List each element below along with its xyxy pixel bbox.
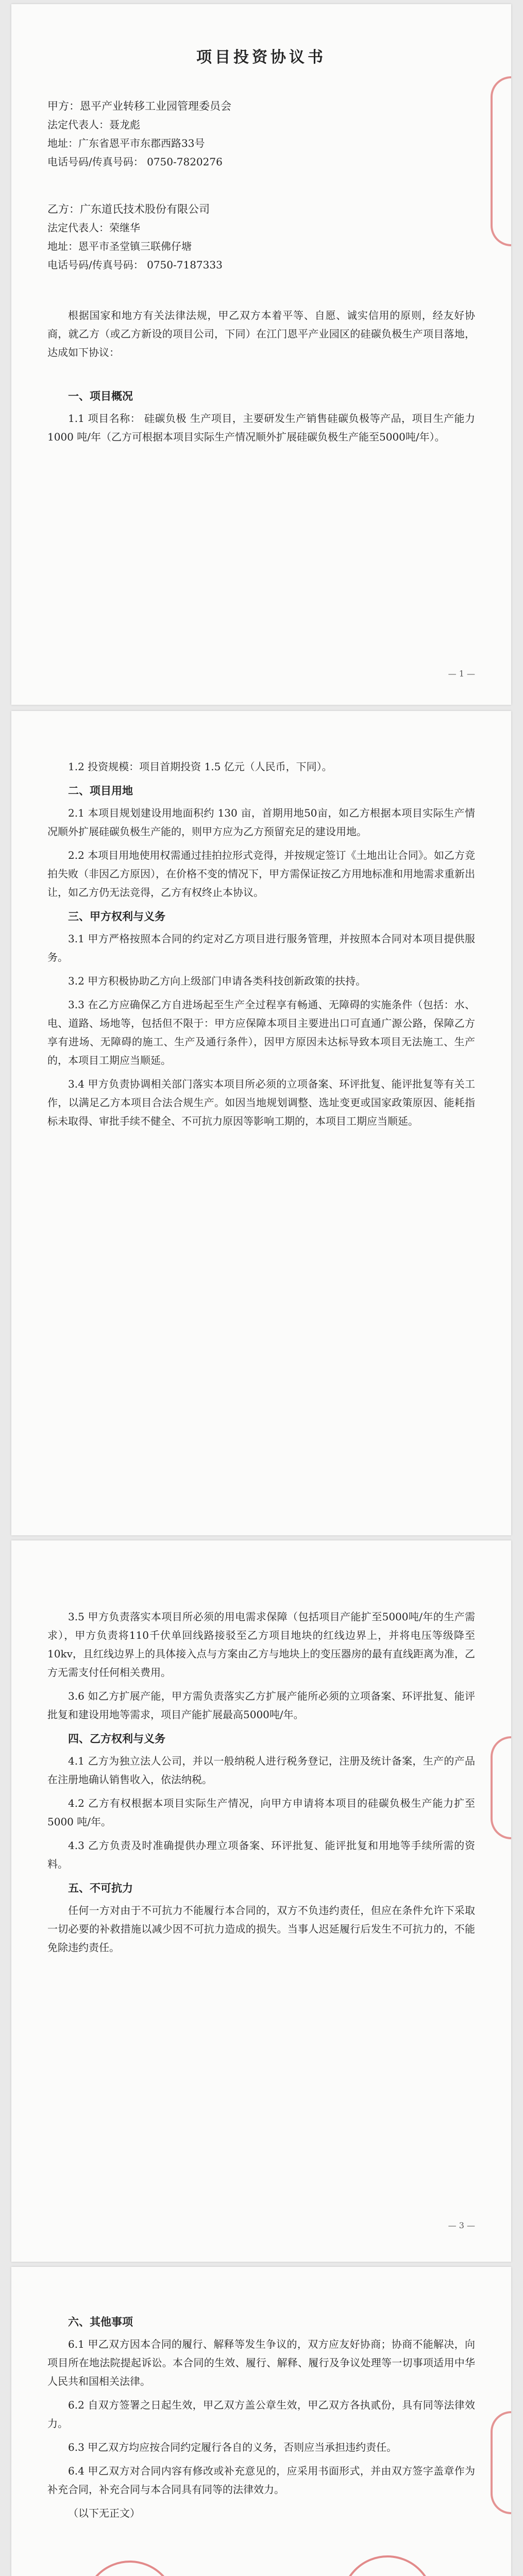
- section-5-heading: 五、不可抗力: [68, 1882, 133, 1894]
- page-3: [11, 1540, 511, 2262]
- party-a-representative: 法定代表人：聂龙彪: [47, 118, 140, 131]
- seam-seal: [491, 76, 511, 246]
- clause-3-5: 3.5 甲方负责落实本项目所必须的用电需求保障（包括项目产能扩至5000吨/年的生产需求），甲方负责将110千伏单回线路接驳至乙方项目地块的红线边界上，并将电压等级降至10kv，且红线边界上的具体接入点与方案由乙方与地块上的变压器房的最有直线距离为准，乙方无需支付任何相关费用。: [47, 1611, 475, 1679]
- clause-3-1: 3.1 甲方严格按照本合同的约定对乙方项目进行服务管理，并按照本合同对本项目提供服务。: [47, 933, 475, 963]
- page-number-3: — 3 —: [448, 2221, 475, 2230]
- document-title: 项目投资协议书: [196, 48, 326, 66]
- clause-1-1: 1.1 项目名称： 硅碳负极 生产项目，主要研发生产销售硅碳负极等产品，项目生产能力 1000 吨/年（乙方可根据本项目实际生产情况顺外扩展硅碳负极生产能至5000吨/年）。: [47, 412, 475, 443]
- page-2: [11, 711, 511, 1535]
- party-b-block: [47, 201, 475, 273]
- section-1-heading: 一、项目概况: [68, 389, 133, 402]
- party-a-address: 地址：广东省恩平市东郡西路33号: [47, 137, 205, 149]
- clause-3-4: 3.4 甲方负责协调相关部门落实本项目所必须的立项备案、环评批复、能评批复等有关工作，以满足乙方本项目合法合规生产。如因当地规划调整、选址变更或国家政策原因、能耗指标未取得、审批手续不健全、不可抗力原因等影响工期的，本项目工期应当顺延。: [47, 1078, 475, 1127]
- party-a-block: [47, 98, 475, 170]
- section-6-heading: 六、其他事项: [68, 2315, 133, 2328]
- clause-6-4: 6.4 甲乙双方对合同内容有修改或补充意见的，应采用书面形式，并由双方签字盖章作为补充合同，补充合同与本合同具有同等的法律效力。: [47, 2465, 475, 2496]
- clause-4-1: 4.1 乙方为独立法人公司，并以一般纳税人进行税务登记，注册及统计备案，生产的产品在注册地确认销售收入，依法纳税。: [47, 1755, 475, 1786]
- page-1: [11, 4, 511, 705]
- party-b-representative: 法定代表人：荣继华: [47, 222, 140, 234]
- page-number-1: — 1 —: [448, 669, 475, 679]
- section-3-heading: 三、甲方权利与义务: [68, 910, 165, 923]
- seam-seal: [491, 2411, 511, 2514]
- clause-3-2: 3.2 甲方积极协助乙方向上级部门申请各类科技创新政策的扶持。: [68, 975, 366, 987]
- party-b-seal: [341, 2555, 434, 2576]
- star-icon: [86, 2563, 174, 2576]
- clause-4-2: 4.2 乙方有权根据本项目实际生产情况，向甲方申请将本项目的硅碳负极生产能力扩至 5000 吨/年。: [47, 1797, 475, 1828]
- party-b-name: 乙方：广东道氏技术股份有限公司: [47, 203, 210, 215]
- clause-6-1: 6.1 甲乙双方因本合同的履行、解释等发生争议的，双方应友好协商；协商不能解决，向项目所在地法院提起诉讼。本合同的生效、履行、解释、履行及争议处理等一切事项适用中华人民共和国相关法律。: [47, 2338, 475, 2387]
- clause-1-2: 1.2 投资规模：项目首期投资 1.5 亿元（人民币，下同）。: [68, 760, 332, 773]
- clause-6-3: 6.3 甲乙双方均应按合同约定履行各自的义务，否则应当承担违约责任。: [68, 2441, 397, 2453]
- seam-seal: [491, 1736, 511, 1839]
- party-a-phone: 电话号码/传真号码： 0750-7820276: [47, 156, 223, 168]
- intro-paragraph: 根据国家和地方有关法律法规，甲乙双方本着平等、自愿、诚实信用的原则，经友好协商，就乙方（或乙方新设的项目公司，下同）在江门恩平产业园区的硅碳负极生产项目落地，达成如下协议：: [47, 309, 475, 359]
- section-4-heading: 四、乙方权利与义务: [68, 1732, 165, 1745]
- clause-2-2: 2.2 本项目用地使用权需通过挂拍拉形式竞得，并按规定签订《土地出让合同》。如乙方竞拍失败（非因乙方原因），在价格不变的情况下，甲方需保证按乙方用地标准和用地需求重新出让，如乙方仍无法竞得，乙方有权终止本协议。: [47, 849, 475, 899]
- clause-3-3: 3.3 在乙方应确保乙方自进场起至生产全过程享有畅通、无障碍的实施条件（包括：水、电、道路、场地等，包括但不限于：甲方应保障本项目主要进出口可直通广源公路，保障乙方享有进场、无障碍的施工、生产及通行条件），因甲方原因未达标导致本项目无法施工、生产的，本项目工期应当顺延。: [47, 998, 475, 1066]
- party-b-phone: 电话号码/传真号码： 0750-7187333: [47, 259, 223, 271]
- page-4: [11, 2267, 511, 2576]
- section-2-heading: 二、项目用地: [68, 784, 133, 797]
- clause-2-1: 2.1 本项目规划建设用地面积约 130 亩，首期用地50亩，如乙方根据本项目实际生产情况顺外扩展硅碳负极生产能的，则甲方应为乙方预留充足的建设用地。: [47, 807, 475, 838]
- star-icon: [343, 2557, 432, 2576]
- clause-5-body: 任何一方对由于不可抗力不能履行本合同的，双方不负违约责任，但应在条件允许下采取一切必要的补救措施以减少因不可抗力造成的损失。当事人迟延履行后发生不可抗力的，不能免除违约责任。: [47, 1904, 475, 1954]
- end-note: （以下无正文）: [68, 2507, 140, 2519]
- clause-6-2: 6.2 自双方签署之日起生效，甲乙双方盖公章生效，甲乙双方各执贰份，具有同等法律效力。: [47, 2399, 475, 2430]
- clause-4-3: 4.3 乙方负责及时准确提供办理立项备案、环评批复、能评批复和用地等手续所需的资料。: [47, 1839, 475, 1870]
- party-a-seal: [83, 2561, 176, 2576]
- party-b-address: 地址：恩平市圣堂镇三联佛仔塘: [47, 240, 192, 252]
- party-a-name: 甲方：恩平产业转移工业园管理委员会: [47, 100, 231, 112]
- clause-3-6: 3.6 如乙方扩展产能，甲方需负责落实乙方扩展产能所必须的立项备案、环评批复、能评批复和建设用地等需求，项目产能扩展最高5000吨/年。: [47, 1690, 475, 1721]
